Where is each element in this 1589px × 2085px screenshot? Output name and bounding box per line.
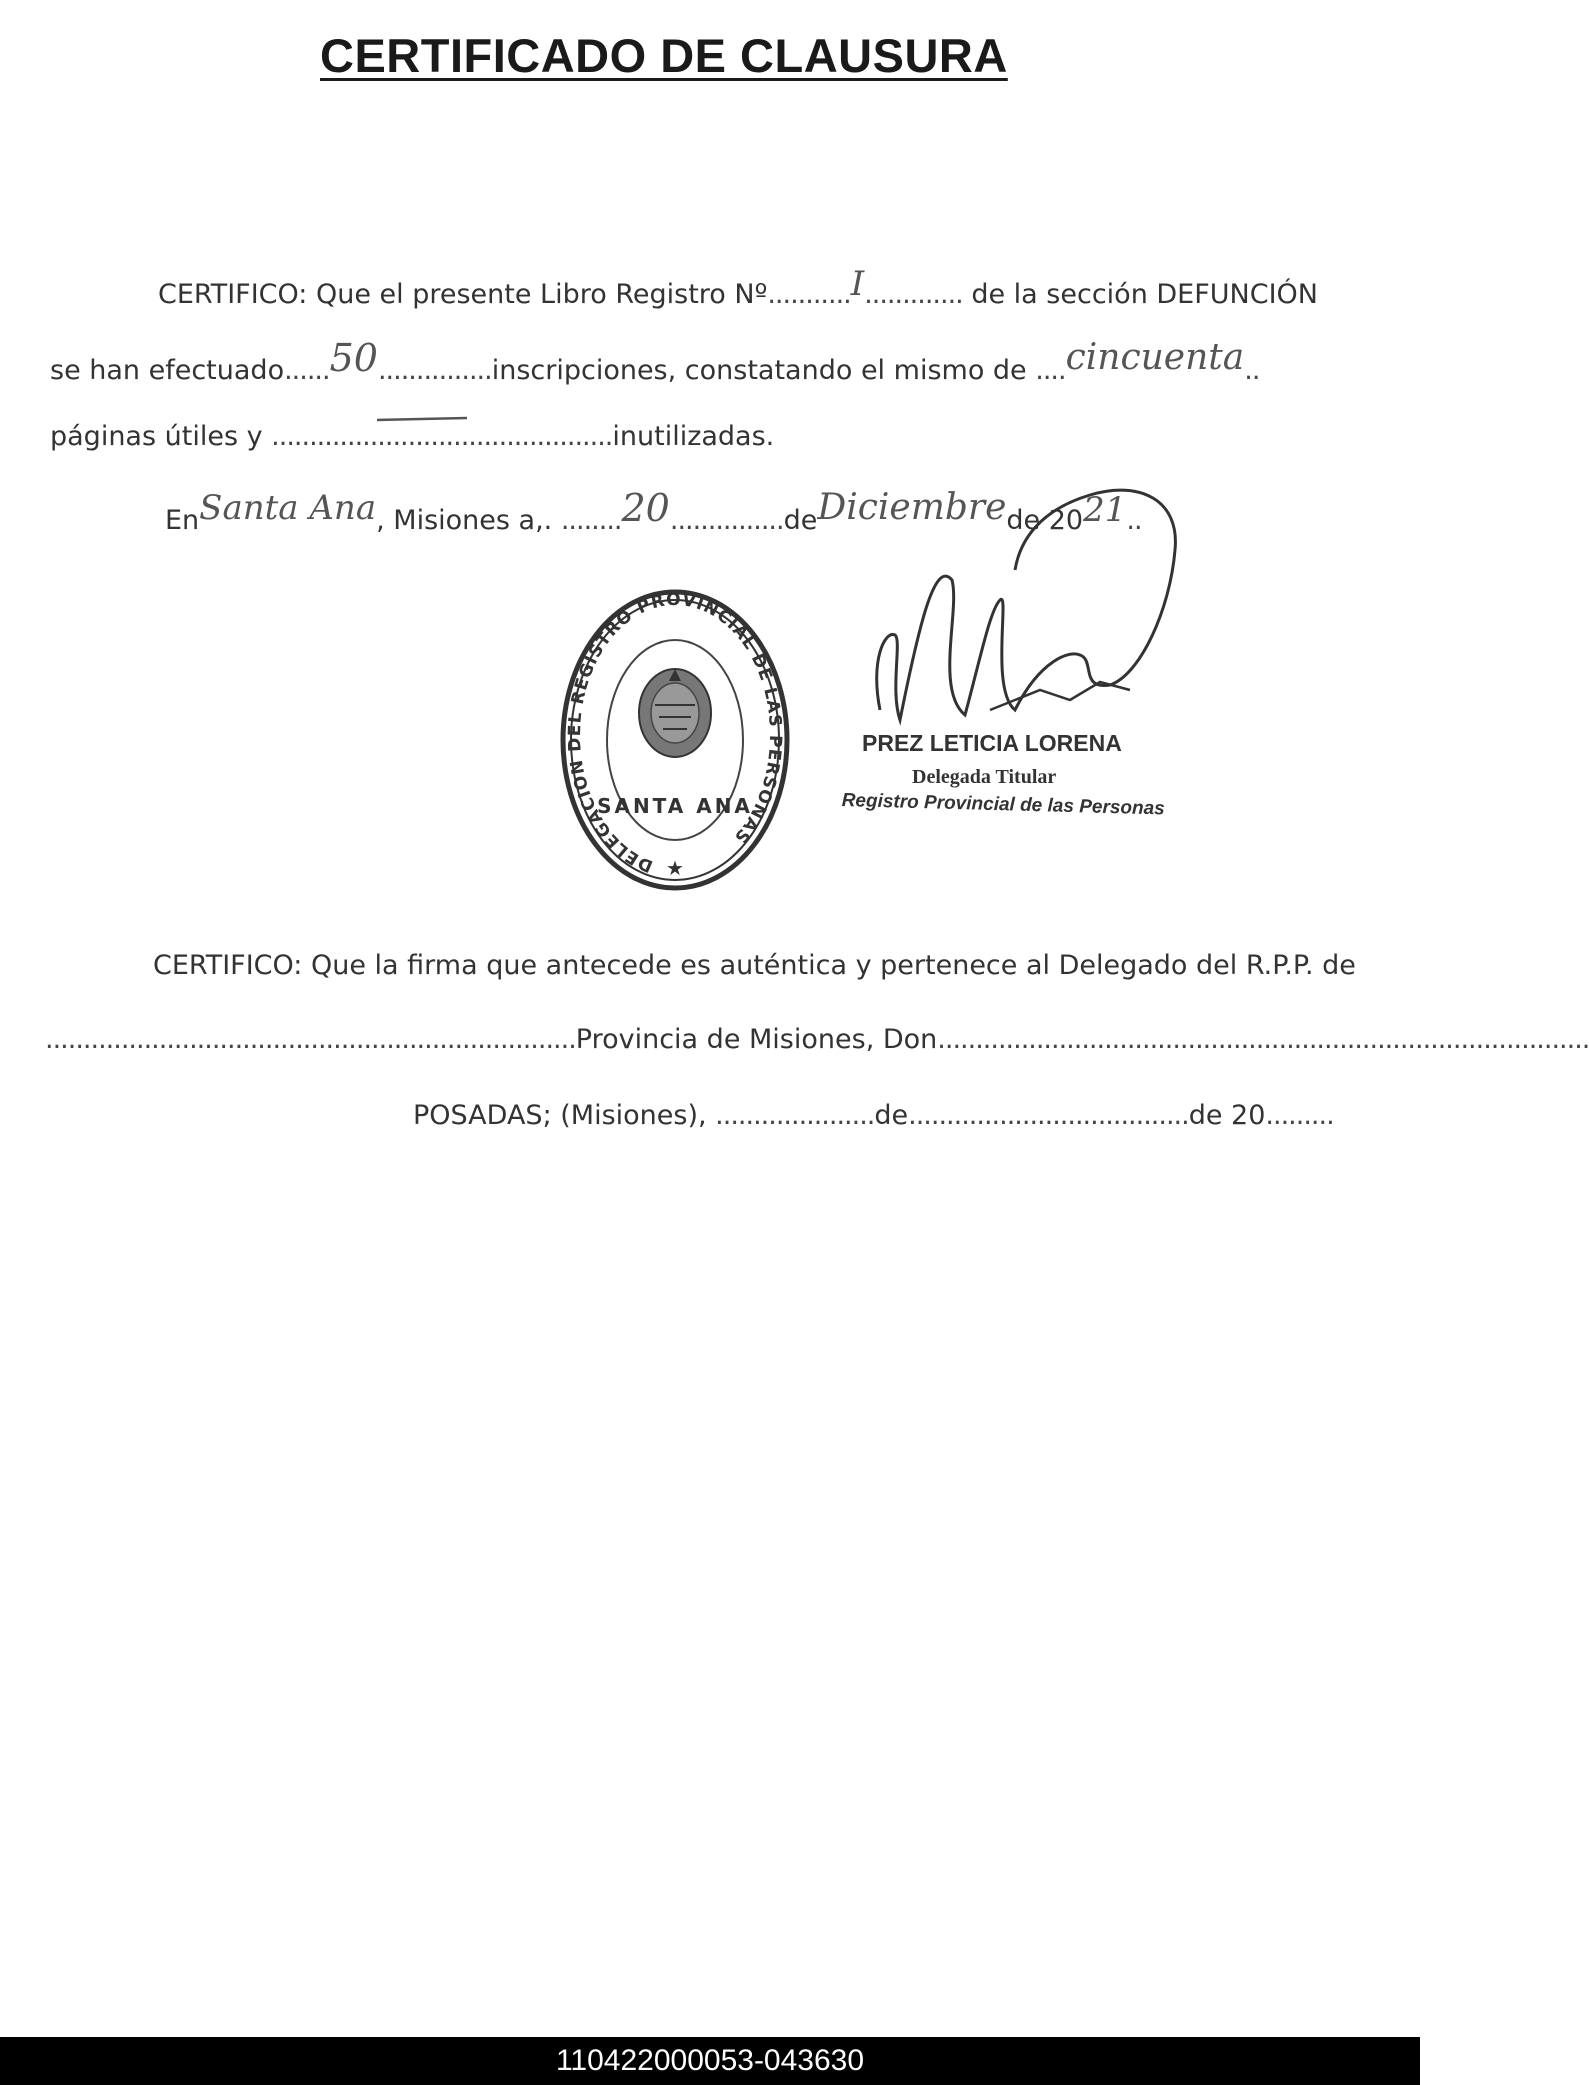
official-stamp — [555, 585, 795, 895]
dotted-fill: .. — [1126, 505, 1142, 536]
handwritten-pages-words: cincuenta — [1065, 337, 1245, 378]
para1-line3-text-a: páginas útiles y — [50, 421, 272, 452]
dotted-fill: ............... — [669, 505, 784, 536]
document-title: CERTIFICADO DE CLAUSURA — [320, 29, 1008, 82]
para2-line3-text-c: de 20 — [1188, 1100, 1266, 1131]
dotted-fill: ........... — [767, 279, 851, 310]
para2-line3-text-a: POSADAS; (Misiones), — [413, 1100, 716, 1131]
handwritten-place: Santa Ana — [199, 488, 377, 528]
dotted-fill: ...................................................................... — [45, 1024, 576, 1055]
signatory-role: Delegada Titular — [912, 766, 1057, 788]
handwritten-libro-number: I — [850, 264, 865, 304]
para1-line3-text-b: inutilizadas. — [612, 421, 775, 452]
para1-line1-text-a: CERTIFICO: Que el presente Libro Registro Nº — [158, 279, 768, 310]
para2-line3-text-b: de — [874, 1100, 909, 1131]
handwritten-year: 21 — [1083, 490, 1127, 530]
para1-line2-text-b: inscripciones, constatando el mismo de — [491, 355, 1036, 386]
para2-line1: CERTIFICO: Que la firma que antecede es auténtica y pertenece al Delegado del R.P.P. de — [153, 950, 1356, 981]
dotted-fill: ............... — [377, 355, 492, 386]
document-id-footer: 110422000053-043630 — [0, 2037, 1420, 2085]
signatory-name: PREZ LETICIA LORENA — [862, 730, 1122, 756]
para1-line4-text-b: , Misiones a,. — [376, 505, 561, 536]
para1-line4-text-c: de — [783, 505, 818, 536]
handwritten-inscripciones-number: 50 — [329, 336, 378, 380]
coat-of-arms-icon — [639, 669, 711, 757]
dotted-fill: ......... — [1265, 1100, 1334, 1131]
para1-line4-text-d: de 20 — [1006, 505, 1084, 536]
para2-line2-text: Provincia de Misiones, Don — [575, 1024, 938, 1055]
dotted-fill: ........ — [560, 505, 622, 536]
dotted-fill: ............................................. — [271, 421, 613, 452]
dotted-fill: ...................................................................................... — [937, 1024, 1589, 1055]
para1-line1-text-b: de la sección DEFUNCIÓN — [962, 279, 1318, 310]
para1-line3 — [50, 421, 774, 452]
para1-line1 — [158, 264, 1318, 312]
para1-line4-text-a: En — [165, 505, 200, 536]
dotted-fill: ............. — [864, 279, 963, 310]
para2-line2 — [45, 1024, 1589, 1055]
svg-text:DELEGACION DEL REGISTRO PROVIN: DELEGACION DEL REGISTRO PROVINCIAL DE LAS PERSONAS — [564, 589, 786, 876]
para2-line3 — [413, 1100, 1334, 1131]
para1-line2 — [50, 336, 1260, 388]
svg-text:SANTA ANA: SANTA ANA — [597, 794, 753, 818]
handwritten-day: 20 — [621, 486, 670, 530]
dotted-fill: .... — [1035, 355, 1066, 386]
svg-text:★: ★ — [666, 856, 684, 880]
handwritten-dash — [375, 414, 470, 424]
dotted-fill: ..................................... — [908, 1100, 1189, 1131]
handwritten-month: Diciembre — [817, 487, 1007, 528]
para1-line2-text-a: se han efectuado — [50, 355, 285, 386]
signatory-organization: Registro Provincial de las Personas — [841, 790, 1166, 820]
dotted-fill: .. — [1244, 355, 1260, 386]
dotted-fill: ..................... — [715, 1100, 875, 1131]
dotted-fill: ...... — [284, 355, 330, 386]
